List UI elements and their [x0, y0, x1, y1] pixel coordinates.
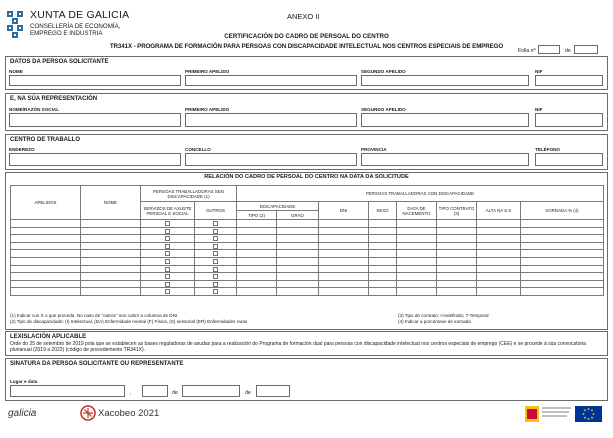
legislation-title: LEXISLACIÓN APLICABLE	[10, 334, 87, 340]
table-cell[interactable]	[277, 220, 319, 228]
table-cell[interactable]	[477, 242, 521, 250]
checkbox[interactable]	[213, 244, 218, 249]
xacobeo-logo: Xacobeo 2021	[98, 408, 160, 419]
table-cell[interactable]	[521, 235, 604, 243]
col-sex: SEXO	[369, 202, 397, 220]
table-cell[interactable]	[319, 257, 369, 265]
note-1: (1) Indicar cun X o que proceda. No caso de "outros" non cubrir a columna de DNI	[10, 313, 178, 318]
table-cell[interactable]	[397, 227, 437, 235]
folio-de-label: de	[565, 48, 571, 54]
table-cell[interactable]	[369, 288, 397, 296]
folio-label: Folla nº	[518, 48, 536, 54]
department-line-2: EMPREGO E INDUSTRIA	[30, 30, 103, 37]
checkbox[interactable]	[165, 267, 170, 272]
table-cell[interactable]	[237, 257, 277, 265]
date-de-label-2: de	[245, 390, 251, 396]
table-row	[11, 288, 604, 296]
table-cell[interactable]	[11, 250, 81, 258]
table-cell[interactable]	[319, 265, 369, 273]
table-cell[interactable]	[521, 273, 604, 281]
annex-label: ANEXO II	[287, 12, 320, 21]
col-degree: GRAO	[277, 211, 319, 220]
table-cell[interactable]	[11, 235, 81, 243]
eu-gov-logo-icon	[525, 405, 603, 423]
table-cell[interactable]	[237, 250, 277, 258]
workplace-phone-label: TELÉFONO	[535, 147, 561, 152]
representative-title: E, NA SÚA REPRESENTACIÓN	[10, 96, 98, 102]
table-cell[interactable]	[437, 280, 477, 288]
table-cell[interactable]	[277, 288, 319, 296]
col-surnames: APELIDOS	[11, 186, 81, 220]
table-cell[interactable]	[81, 235, 141, 243]
workplace-phone-field[interactable]	[535, 153, 603, 166]
table-row	[11, 273, 604, 281]
others-checkbox-cell[interactable]	[195, 273, 237, 281]
table-row	[11, 242, 604, 250]
table-cell[interactable]	[437, 250, 477, 258]
place-date-label: Lugar e data	[10, 379, 38, 384]
table-cell[interactable]	[477, 227, 521, 235]
support-services-checkbox-cell[interactable]	[141, 273, 195, 281]
table-cell[interactable]	[277, 235, 319, 243]
table-cell[interactable]	[319, 235, 369, 243]
note-4: (4) Indicar a porcentaxe de xornada	[398, 319, 471, 324]
checkbox[interactable]	[165, 236, 170, 241]
table-cell[interactable]	[237, 280, 277, 288]
support-services-checkbox-cell[interactable]	[141, 288, 195, 296]
table-cell[interactable]	[477, 250, 521, 258]
table-cell[interactable]	[319, 227, 369, 235]
table-cell[interactable]	[369, 265, 397, 273]
checkbox[interactable]	[165, 221, 170, 226]
table-cell[interactable]	[477, 235, 521, 243]
others-checkbox-cell[interactable]	[195, 235, 237, 243]
table-cell[interactable]	[319, 250, 369, 258]
table-cell[interactable]	[237, 265, 277, 273]
others-checkbox-cell[interactable]	[195, 257, 237, 265]
checkbox[interactable]	[213, 289, 218, 294]
staff-table	[10, 185, 604, 296]
table-cell[interactable]	[81, 220, 141, 228]
legislation-section	[5, 331, 608, 356]
table-cell[interactable]	[521, 250, 604, 258]
others-checkbox-cell[interactable]	[195, 242, 237, 250]
representative-surname1-label: PRIMEIRO APELIDO	[185, 107, 230, 112]
table-cell[interactable]	[81, 242, 141, 250]
table-cell[interactable]	[369, 250, 397, 258]
table-cell[interactable]	[237, 235, 277, 243]
support-services-checkbox-cell[interactable]	[141, 280, 195, 288]
table-cell[interactable]	[237, 227, 277, 235]
folio-number-field[interactable]	[538, 45, 560, 54]
table-cell[interactable]	[397, 273, 437, 281]
col-support-services: SERVIZOS DE AXUSTE PERSOAL E SOCIAL	[141, 202, 195, 220]
table-cell[interactable]	[319, 288, 369, 296]
applicant-surname2-field[interactable]	[361, 75, 529, 86]
table-row	[11, 227, 604, 235]
note-2: (2) Tipo de discapacidade: (I) Intelectual, (DA) Enfermidade mental (F) Física, (S) sensorial (ER) Enfermidades raras	[10, 319, 248, 324]
support-services-checkbox-cell[interactable]	[141, 235, 195, 243]
workplace-address-field[interactable]	[9, 153, 181, 166]
table-cell[interactable]	[277, 257, 319, 265]
table-cell[interactable]	[11, 280, 81, 288]
support-services-checkbox-cell[interactable]	[141, 257, 195, 265]
checkbox[interactable]	[165, 251, 170, 256]
checkbox[interactable]	[213, 251, 218, 256]
checkbox[interactable]	[213, 274, 218, 279]
col-hours: XORNADA % (4)	[521, 202, 604, 220]
table-cell[interactable]	[277, 273, 319, 281]
checkbox[interactable]	[165, 289, 170, 294]
table-cell[interactable]	[521, 257, 604, 265]
table-cell[interactable]	[397, 280, 437, 288]
staff-table-title: RELACIÓN DO CADRO DE PERSOAL DO CENTRO NA DATA DA SOLICITUDE	[204, 174, 409, 180]
table-cell[interactable]	[437, 227, 477, 235]
table-cell[interactable]	[11, 220, 81, 228]
table-cell[interactable]	[437, 235, 477, 243]
table-cell[interactable]	[397, 235, 437, 243]
table-cell[interactable]	[81, 250, 141, 258]
comma-separator: ,	[130, 390, 132, 396]
table-cell[interactable]	[369, 235, 397, 243]
representative-nif-label: NIF	[535, 107, 543, 112]
table-cell[interactable]	[277, 265, 319, 273]
table-cell[interactable]	[477, 280, 521, 288]
table-cell[interactable]	[521, 265, 604, 273]
table-cell[interactable]	[319, 273, 369, 281]
table-cell[interactable]	[437, 220, 477, 228]
table-cell[interactable]	[437, 242, 477, 250]
others-checkbox-cell[interactable]	[195, 250, 237, 258]
place-field[interactable]	[10, 385, 125, 397]
form-subtitle: TR341X - PROGRAMA DE FORMACIÓN PARA PERSOAS CON DISCAPACIDADE INTELECTUAL NOS CENTROS ESPECIAIS DE EMPREGO	[109, 43, 504, 50]
table-cell[interactable]	[237, 273, 277, 281]
applicant-nif-label: NIF	[535, 69, 543, 74]
checkbox[interactable]	[213, 267, 218, 272]
checkbox[interactable]	[213, 221, 218, 226]
applicant-title: DATOS DA PERSOA SOLICITANTE	[10, 59, 109, 65]
col-birth: DATA DE NACEMENTO	[397, 202, 437, 220]
col-disability: DISCAPACIDADE	[237, 202, 319, 211]
checkbox[interactable]	[165, 274, 170, 279]
table-cell[interactable]	[369, 280, 397, 288]
table-cell[interactable]	[477, 257, 521, 265]
table-cell[interactable]	[521, 242, 604, 250]
year-field[interactable]	[256, 385, 290, 397]
table-cell[interactable]	[81, 257, 141, 265]
applicant-surname2-label: SEGUNDO APELIDO	[361, 69, 406, 74]
table-cell[interactable]	[11, 265, 81, 273]
group-no-disability: PERSOAS TRABALLADORAS SEN DISCAPACIDADE (1)	[141, 186, 237, 202]
applicant-surname1-label: PRIMEIRO APELIDO	[185, 69, 230, 74]
table-cell[interactable]	[477, 273, 521, 281]
representative-name-field[interactable]	[9, 113, 181, 127]
checkbox[interactable]	[213, 229, 218, 234]
table-row	[11, 235, 604, 243]
table-cell[interactable]	[521, 288, 604, 296]
table-cell[interactable]	[237, 288, 277, 296]
workplace-province-label: PROVINCIA	[361, 147, 387, 152]
table-row	[11, 220, 604, 228]
table-cell[interactable]	[369, 257, 397, 265]
applicant-nif-field[interactable]	[535, 75, 603, 86]
col-dni: DNI	[319, 202, 369, 220]
representative-name-label: NOME/RAZÓN SOCIAL	[9, 107, 60, 112]
table-cell[interactable]	[397, 250, 437, 258]
folio-total-field[interactable]	[574, 45, 598, 54]
note-3: (3) Tipo de contrato: I-Indefinido; T-Temporal	[398, 313, 489, 318]
table-cell[interactable]	[397, 265, 437, 273]
table-cell[interactable]	[81, 288, 141, 296]
checkbox[interactable]	[165, 282, 170, 287]
table-cell[interactable]	[397, 288, 437, 296]
table-cell[interactable]	[369, 227, 397, 235]
applicant-name-label: NOME	[9, 69, 23, 74]
table-cell[interactable]	[237, 220, 277, 228]
workplace-title: CENTRO DE TRABALLO	[10, 137, 80, 143]
date-de-label-1: de	[172, 390, 178, 396]
table-cell[interactable]	[319, 220, 369, 228]
org-name: XUNTA DE GALICIA	[30, 9, 130, 21]
table-cell[interactable]	[319, 242, 369, 250]
checkbox[interactable]	[213, 236, 218, 241]
table-cell[interactable]	[319, 280, 369, 288]
table-cell[interactable]	[477, 265, 521, 273]
table-cell[interactable]	[477, 220, 521, 228]
table-cell[interactable]	[11, 257, 81, 265]
table-cell[interactable]	[397, 220, 437, 228]
table-row	[11, 280, 604, 288]
table-cell[interactable]	[81, 273, 141, 281]
table-cell[interactable]	[397, 242, 437, 250]
table-cell[interactable]	[277, 242, 319, 250]
group-disability: PERSOAS TRABALLADORAS CON DISCAPACIDADE	[237, 186, 604, 202]
table-cell[interactable]	[369, 242, 397, 250]
galicia-logo: galicia	[8, 408, 37, 419]
representative-surname2-field[interactable]	[361, 113, 529, 127]
table-cell[interactable]	[277, 227, 319, 235]
table-cell[interactable]	[237, 242, 277, 250]
others-checkbox-cell[interactable]	[195, 220, 237, 228]
workplace-council-label: CONCELLO	[185, 147, 211, 152]
table-cell[interactable]	[11, 227, 81, 235]
table-cell[interactable]	[277, 250, 319, 258]
applicant-name-field[interactable]	[9, 75, 181, 86]
workplace-address-label: ENDEREZO	[9, 147, 35, 152]
table-cell[interactable]	[11, 288, 81, 296]
legislation-text: Orde do 25 de setembro de 2019 pola que se establecen as bases reguladoras de axudas para a realización do Programa de formación dual para persoas con discapacidade intelectual nos centros especiais de emprego (CEE) e se procede á súa convocatoria plurianual (2019 a 2022) (código de procedemento TR341X).	[10, 341, 586, 354]
others-checkbox-cell[interactable]	[195, 227, 237, 235]
others-checkbox-cell[interactable]	[195, 288, 237, 296]
table-cell[interactable]	[11, 242, 81, 250]
day-field[interactable]	[142, 385, 168, 397]
col-ss: ALTA NA S.S	[477, 202, 521, 220]
col-type: TIPO (2)	[237, 211, 277, 220]
checkbox[interactable]	[165, 244, 170, 249]
table-cell[interactable]	[81, 265, 141, 273]
workplace-province-field[interactable]	[361, 153, 529, 166]
table-cell[interactable]	[81, 227, 141, 235]
table-cell[interactable]	[437, 273, 477, 281]
table-cell[interactable]	[11, 273, 81, 281]
support-services-checkbox-cell[interactable]	[141, 250, 195, 258]
table-cell[interactable]	[437, 288, 477, 296]
table-cell[interactable]	[477, 288, 521, 296]
checkbox[interactable]	[165, 259, 170, 264]
table-row	[11, 250, 604, 258]
representative-surname2-label: SEGUNDO APELIDO	[361, 107, 406, 112]
support-services-checkbox-cell[interactable]	[141, 227, 195, 235]
table-cell[interactable]	[81, 280, 141, 288]
others-checkbox-cell[interactable]	[195, 280, 237, 288]
table-row	[11, 257, 604, 265]
workplace-council-field[interactable]	[185, 153, 357, 166]
col-contract: TIPO CONTRATO (3)	[437, 202, 477, 220]
table-cell[interactable]	[397, 257, 437, 265]
table-cell[interactable]	[277, 280, 319, 288]
table-cell[interactable]	[369, 220, 397, 228]
table-row	[11, 265, 604, 273]
table-cell[interactable]	[521, 280, 604, 288]
checkbox[interactable]	[213, 259, 218, 264]
col-name: NOME	[81, 186, 141, 220]
representative-surname1-field[interactable]	[185, 113, 357, 127]
checkbox[interactable]	[213, 282, 218, 287]
support-services-checkbox-cell[interactable]	[141, 265, 195, 273]
support-services-checkbox-cell[interactable]	[141, 242, 195, 250]
signature-title: SINATURA DA PERSOA SOLICITANTE OU REPRESENTANTE	[10, 361, 184, 367]
applicant-surname1-field[interactable]	[185, 75, 357, 86]
support-services-checkbox-cell[interactable]	[141, 220, 195, 228]
others-checkbox-cell[interactable]	[195, 265, 237, 273]
table-cell[interactable]	[521, 220, 604, 228]
table-cell[interactable]	[369, 273, 397, 281]
col-others: OUTROS	[195, 202, 237, 220]
form-title: CERTIFICACIÓN DO CADRO DE PERSOAL DO CENTRO	[224, 33, 389, 40]
department-line-1: CONSELLERÍA DE ECONOMÍA,	[30, 23, 121, 30]
month-field[interactable]	[182, 385, 240, 397]
checkbox[interactable]	[165, 229, 170, 234]
table-cell[interactable]	[521, 227, 604, 235]
table-cell[interactable]	[437, 257, 477, 265]
xacobeo-icon	[80, 405, 96, 421]
representative-nif-field[interactable]	[535, 113, 603, 127]
table-cell[interactable]	[437, 265, 477, 273]
